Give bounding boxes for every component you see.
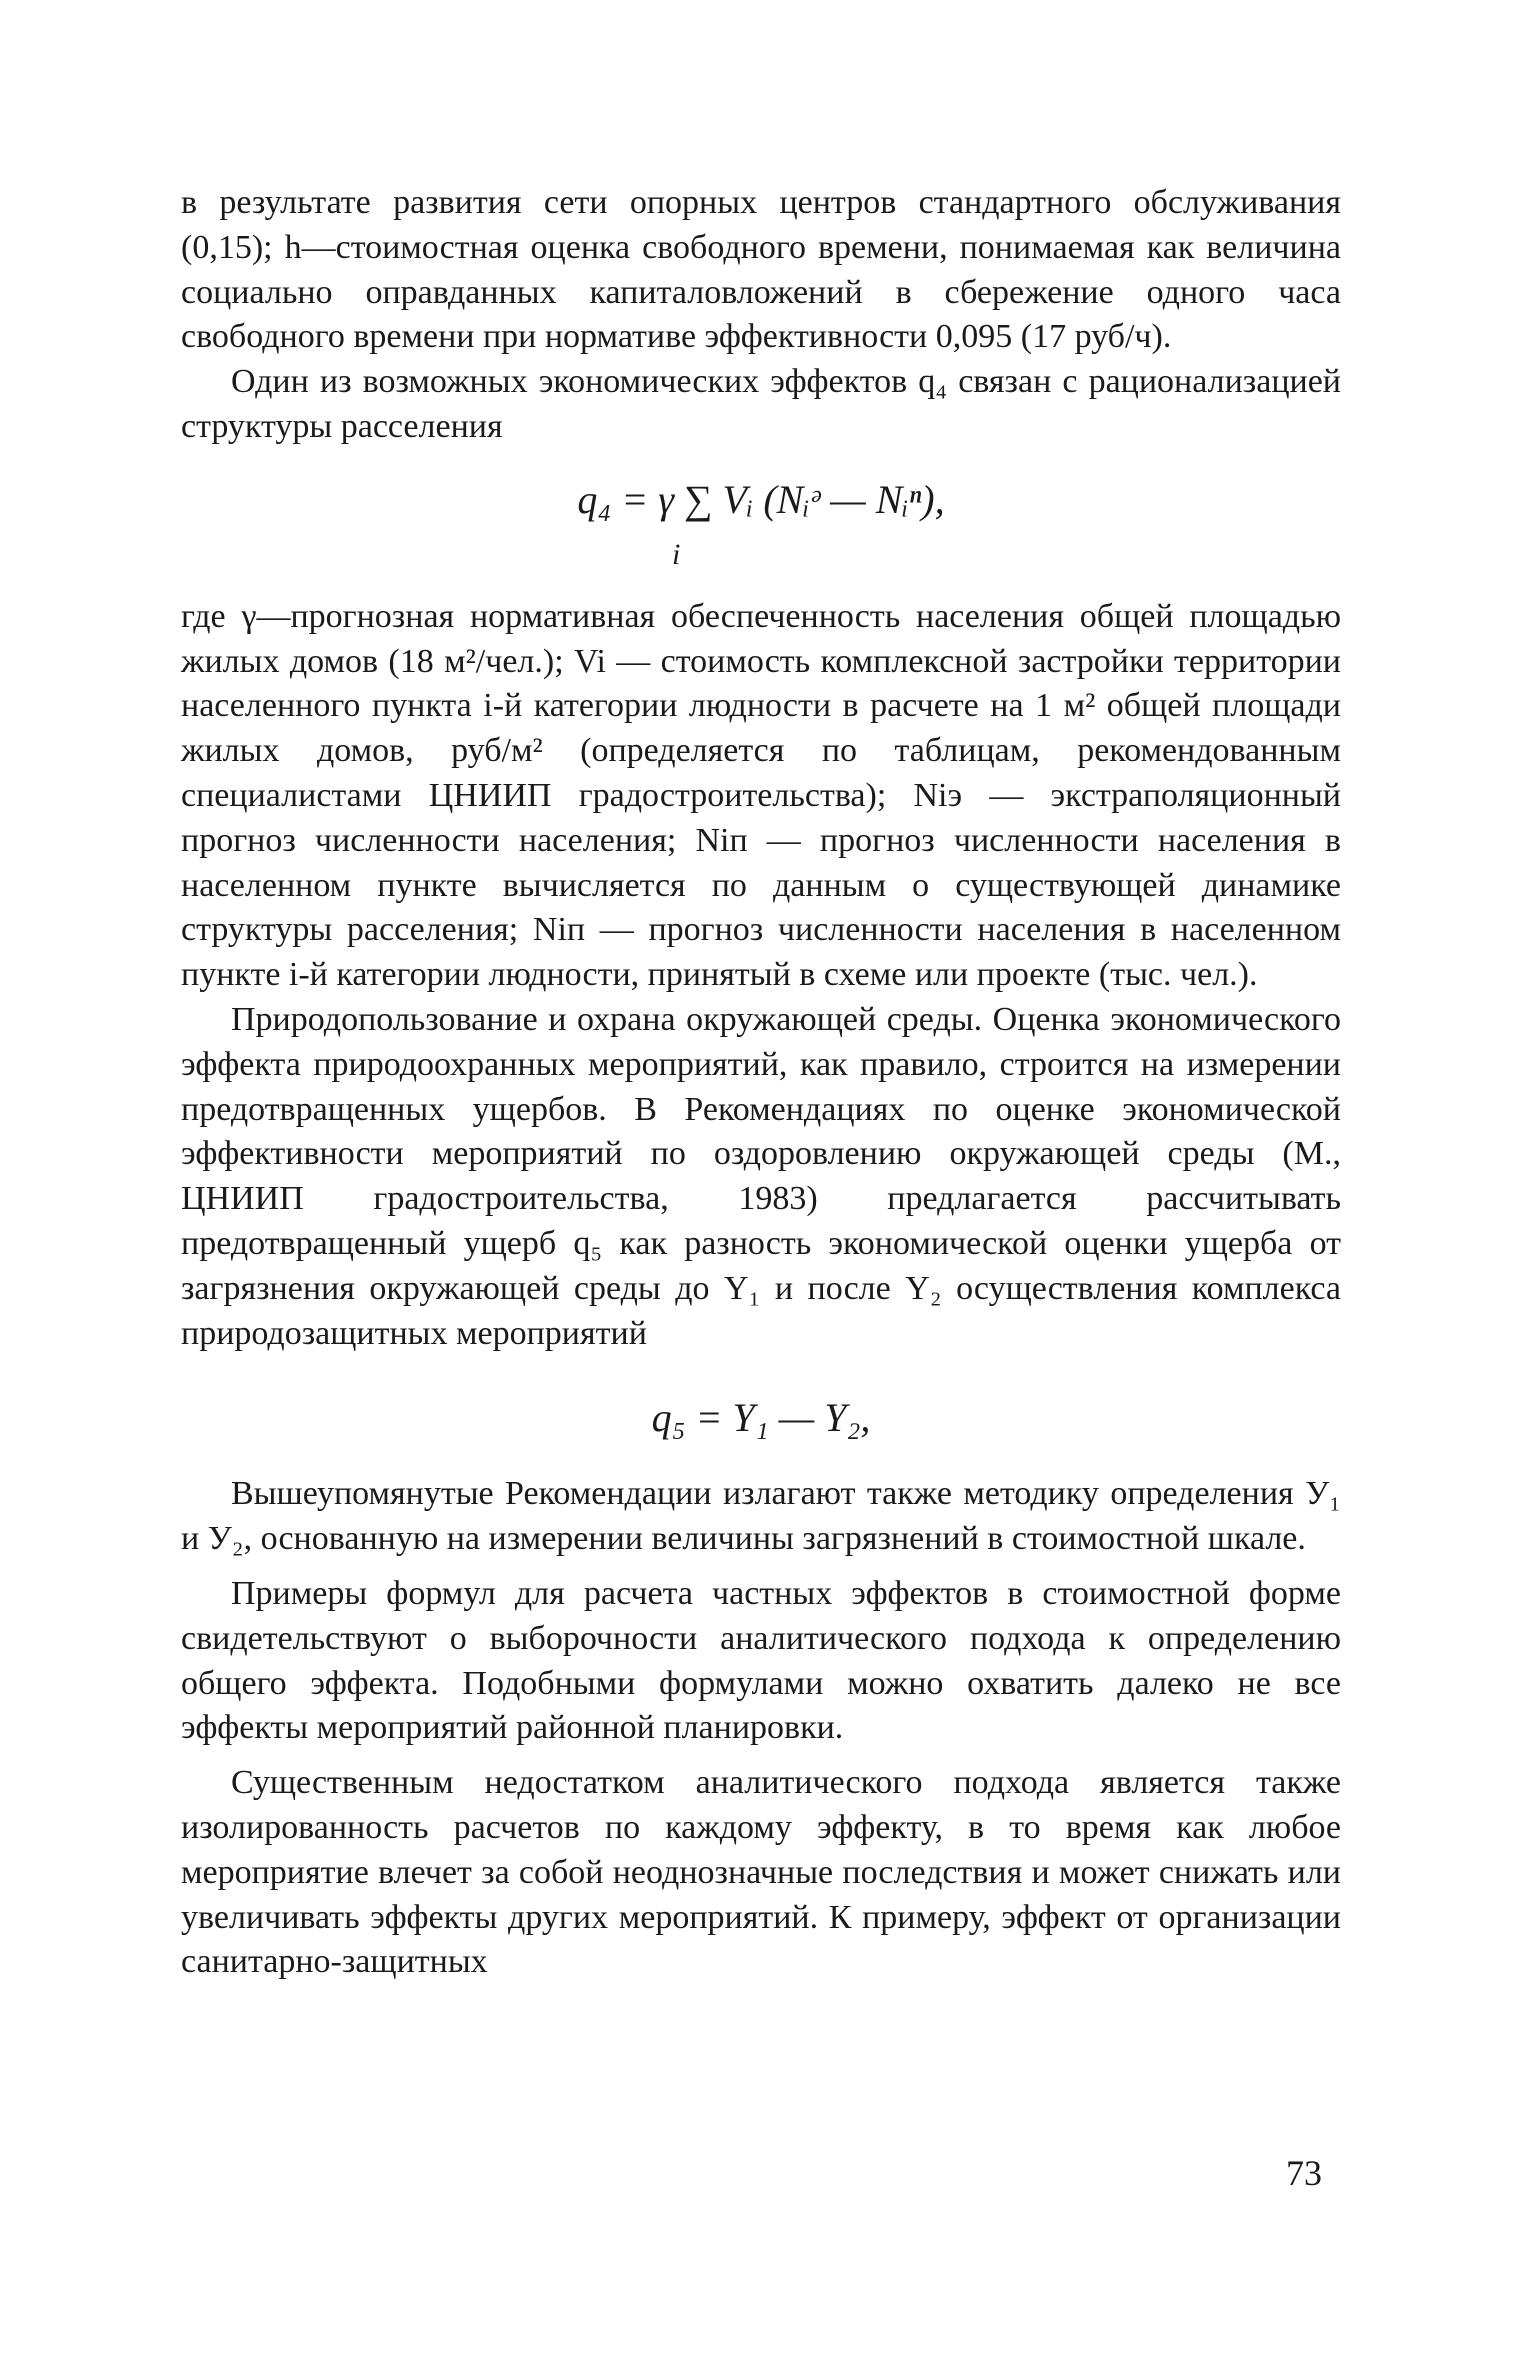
formula-q4 xyxy=(181,464,1341,589)
formula-q5-expression: q₅ = Y₁ — Y₂, xyxy=(651,1395,871,1441)
paragraph-5: Вышеупомянутые Рекомендации излагают также методику определения У₁ и У₂, основанную на измерении величины загрязнений в стоимостной шкале. xyxy=(181,1475,1341,1558)
paragraph-6: Примеры формул для расчета частных эффектов в стоимостной форме свидетельствуют о выборочности аналитического подхода к определению общего эффекта. Подобными формулами можно охватить далеко не все эффекты мероприятий районной планировки. xyxy=(181,1574,1341,1747)
paragraph-2: Один из возможных экономических эффектов q₄ связан с рационализацией структуры расселения xyxy=(181,363,1341,445)
formula-q4-expression: q₄ = γ ∑ Vᵢ (Nᵢᵊ — Nᵢⁿ), xyxy=(577,476,945,522)
paragraph-7: Существенным недостатком аналитического подхода является также изолированность расчетов по каждому эффекту, в то время как любое мероприятие влечет за собой неоднозначные последствия и может снижать или увеличивать эффекты других мероприятий. К примеру, эффект от организации санитарно-защитных xyxy=(181,1764,1341,1981)
page-body xyxy=(181,181,1341,1985)
paragraph-3: где γ—прогнозная нормативная обеспеченность населения общей площадью жилых домов (18 м²/чел.); Vi — стоимость комплексной застройки территории населенного пункта i-й категории людности в расчете на 1 м² общей площади жилых домов, руб/м² (определяется по таблицам, рекомендованным специалистами ЦНИИП градостроительства); Niэ — экстраполяционный прогноз численности населения; Niп — прогноз численности населения в населенном пункте вычисляется по данным о существующей динамике структуры расселения; Niп — прогноз численности населения в населенном пункте i-й категории людности, принятый в схеме или проекте (тыс. чел.). xyxy=(181,597,1341,994)
paragraph-4: Природопользование и охрана окружающей среды. Оценка экономического эффекта природоохранных мероприятий, как правило, строится на измерении предотвращенных ущербов. В Рекомендациях по оценке экономической эффективности мероприятий по оздоровлению окружающей среды (М., ЦНИИП градостроительства, 1983) предлагается рассчитывать предотвращенный ущерб q₅ как разность экономической оценки ущерба от загрязнения окружающей среды до Y₁ и после Y₂ осуществления комплекса природозащитных мероприятий xyxy=(181,1000,1341,1352)
page-number: 73 xyxy=(1286,2153,1322,2193)
formula-q4-summation-index: i xyxy=(672,537,681,571)
formula-q5 xyxy=(181,1378,1341,1460)
paragraph-1: в результате развития сети опорных центров стандартного обслуживания (0,15); h—стоимостная оценка свободного времени, понимаемая как величина социально оправданных капиталовложений в сбережение одного часа свободного времени при нормативе эффективности 0,095 (17 руб/ч). xyxy=(181,184,1341,356)
